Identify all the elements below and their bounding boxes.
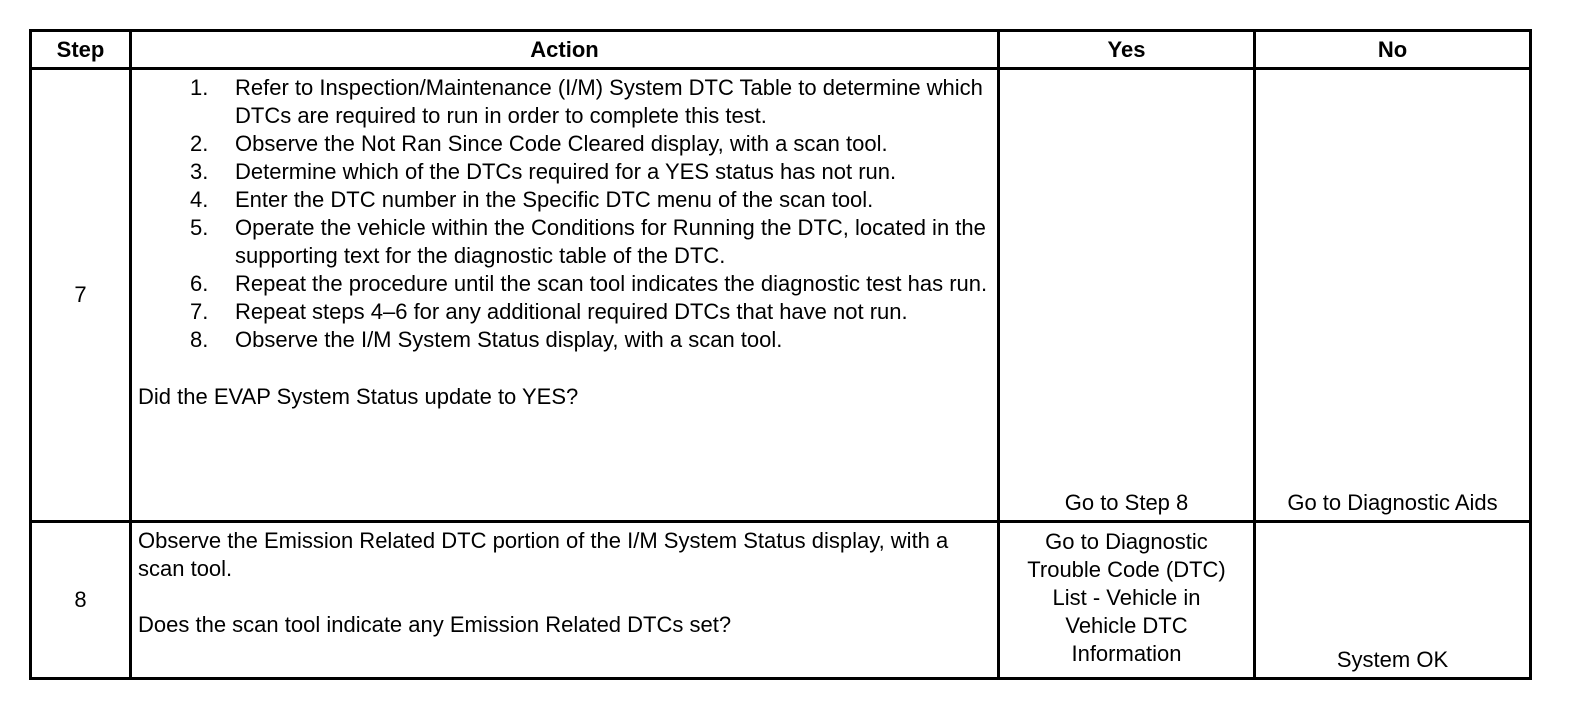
action-cell: [131, 69, 999, 522]
procedure-item-text: Enter the DTC number in the Specific DTC menu of the scan tool.: [235, 187, 874, 212]
procedure-item-text: Repeat steps 4–6 for any additional required DTCs that have not run.: [235, 299, 908, 324]
procedure-item: [190, 158, 993, 186]
header-step: Step: [31, 31, 131, 69]
procedure-item-text: Operate the vehicle within the Conditions for Running the DTC, located in the supporting text for the diagnostic table of the DTC.: [235, 215, 986, 268]
header-action: Action: [131, 31, 999, 69]
diagnostic-table: [29, 29, 1532, 680]
header-no: No: [1255, 31, 1531, 69]
procedure-item: [190, 298, 993, 326]
procedure-item-number: 7.: [190, 299, 209, 324]
procedure-item-number: 5.: [190, 215, 209, 240]
yes-result-line: Go to Diagnostic: [1045, 529, 1208, 554]
procedure-item: [190, 130, 993, 158]
instruction-text: Observe the Emission Related DTC portion of the I/M System Status display, with a scan tool.: [138, 528, 949, 581]
step-number: 7: [31, 69, 131, 522]
procedure-item-text: Refer to Inspection/Maintenance (I/M) System DTC Table to determine which DTCs are required to run in order to complete this test.: [235, 75, 983, 128]
yes-result: Go to Step 8: [999, 69, 1255, 522]
procedure-item-number: 2.: [190, 131, 209, 156]
procedure-item-number: 8.: [190, 327, 209, 352]
yes-result: [999, 522, 1255, 679]
procedure-item: [190, 326, 993, 354]
action-cell: [131, 522, 999, 679]
procedure-item-number: 6.: [190, 271, 209, 296]
header-yes: Yes: [999, 31, 1255, 69]
procedure-item: [190, 186, 993, 214]
procedure-list: [138, 74, 993, 354]
procedure-item-text: Observe the I/M System Status display, with a scan tool.: [235, 327, 783, 352]
procedure-item: [190, 270, 993, 298]
yes-result-line: Information: [1071, 641, 1182, 666]
procedure-item-number: 1.: [190, 75, 209, 100]
procedure-item-text: Determine which of the DTCs required for a YES status has not run.: [235, 159, 897, 184]
no-result: System OK: [1255, 522, 1531, 679]
step-number: 8: [31, 522, 131, 679]
yes-result-line: List - Vehicle in: [1052, 585, 1201, 610]
procedure-item-text: Observe the Not Ran Since Code Cleared display, with a scan tool.: [235, 131, 888, 156]
question-text: Did the EVAP System Status update to YES?: [138, 384, 579, 409]
yes-result-line: Vehicle DTC: [1065, 613, 1188, 638]
question-text: Does the scan tool indicate any Emission Related DTCs set?: [138, 612, 732, 637]
procedure-item-number: 4.: [190, 187, 209, 212]
procedure-item-number: 3.: [190, 159, 209, 184]
procedure-item-text: Repeat the procedure until the scan tool indicates the diagnostic test has run.: [235, 271, 988, 296]
procedure-item: [190, 214, 993, 270]
table-row-step-8: [31, 522, 1531, 679]
procedure-item: [190, 74, 993, 130]
no-result: Go to Diagnostic Aids: [1255, 69, 1531, 522]
yes-result-line: Trouble Code (DTC): [1027, 557, 1226, 582]
table-row-step-7: [31, 69, 1531, 522]
header-row: [31, 31, 1531, 69]
